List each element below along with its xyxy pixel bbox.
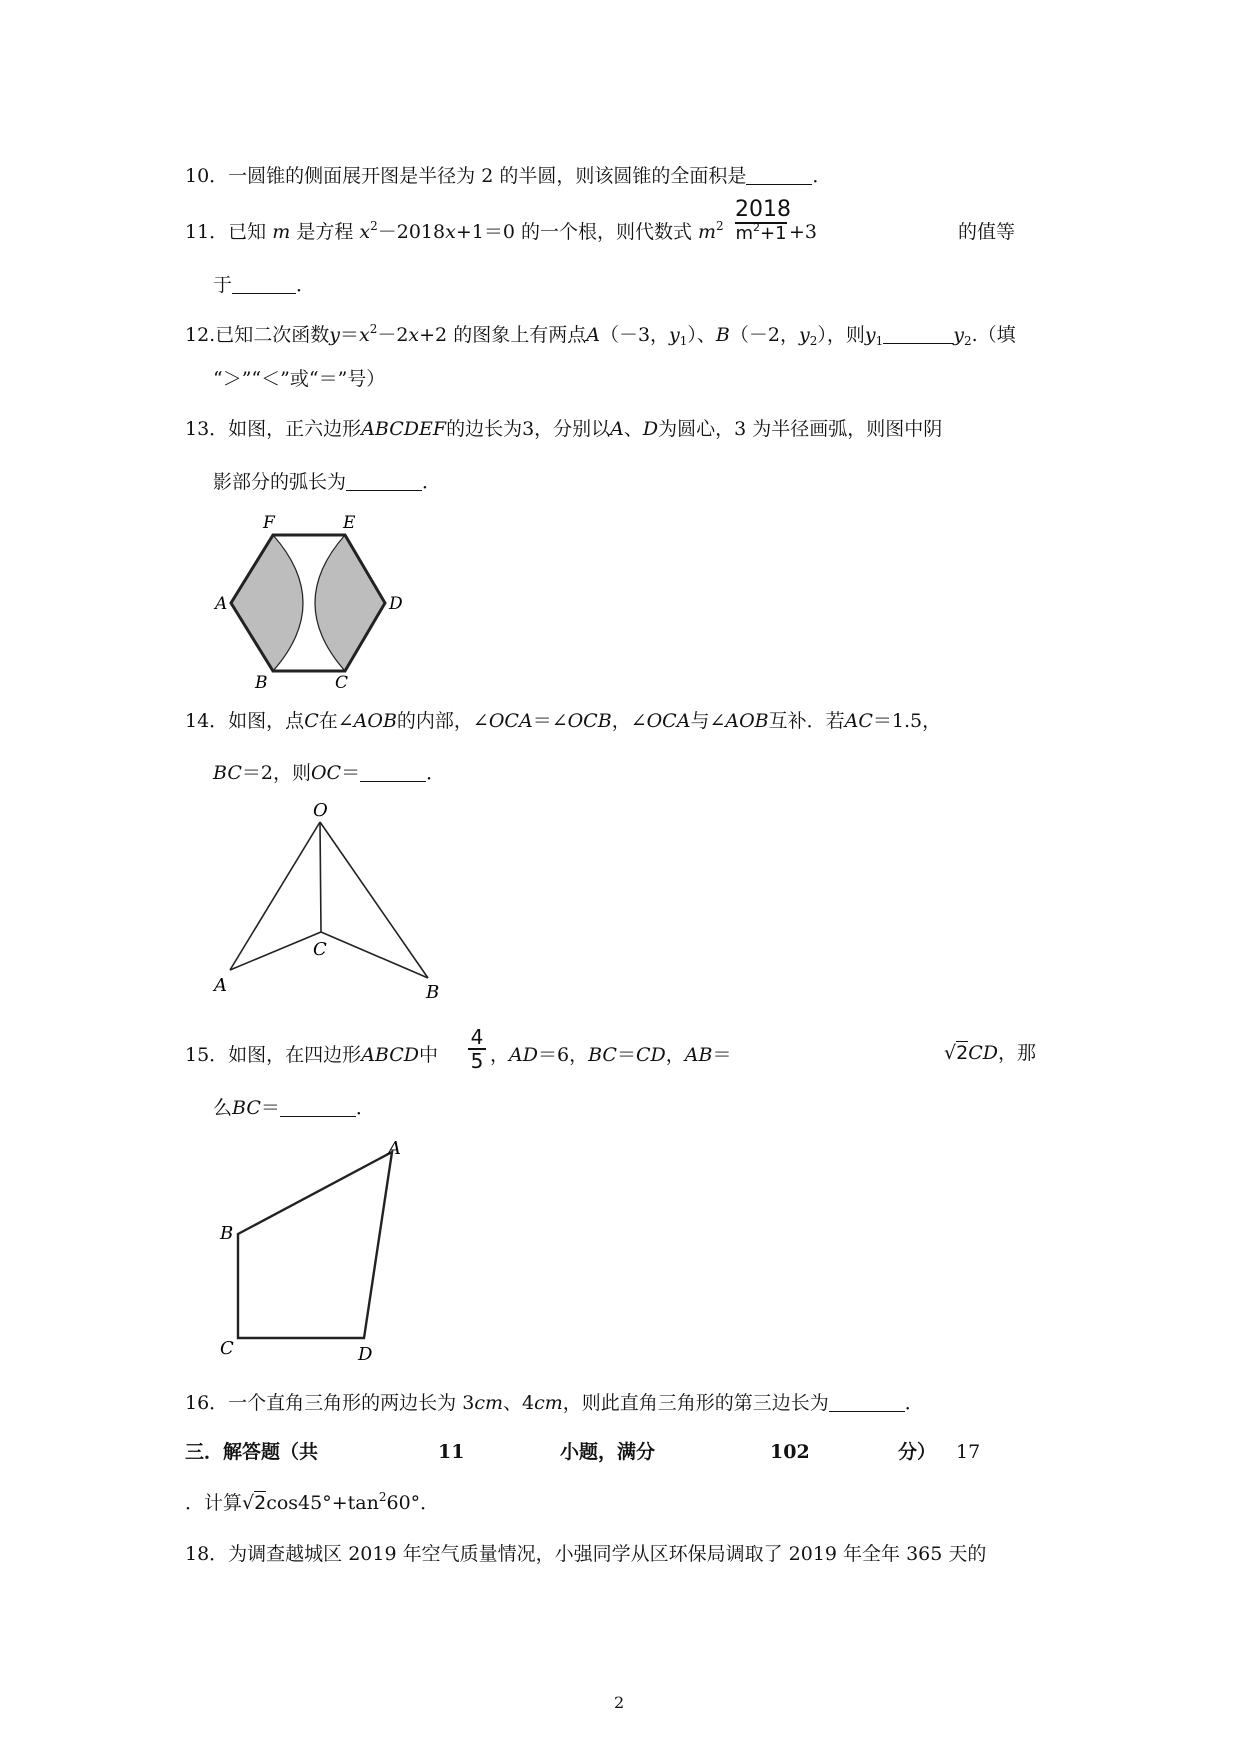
quad-label-B: B bbox=[220, 1223, 234, 1244]
question-14: 14．如图，点C在∠AOB的内部，∠OCA＝∠OCB，∠OCA与∠AOB互补．若AC＝1.5， bbox=[185, 710, 942, 732]
question-13: 13．如图，正六边形ABCDEF的边长为3，分别以A、D为圆心，3 为半径画弧，则图中阴 bbox=[185, 418, 943, 440]
q15-continued: ，AD＝6，BC＝CD，AB＝ bbox=[490, 1044, 732, 1066]
q11-fraction: 2018 $m^2+1$ bbox=[735, 197, 791, 245]
quad-label-A: A bbox=[388, 1138, 401, 1159]
q12-blank bbox=[883, 325, 953, 344]
sqrt-symbol: √2 bbox=[944, 1042, 969, 1064]
question-11: 11．已知 m 是方程 $x^2-2018x+1=0$ 的一个根，则代数式 $m^2$ bbox=[185, 219, 724, 243]
triangle-figure bbox=[210, 800, 450, 1010]
tri-label-A: A bbox=[214, 975, 227, 996]
question-15: 15．如图，在四边形ABCD中 bbox=[185, 1044, 439, 1066]
q11-plus3: +3 bbox=[789, 221, 818, 243]
sqrt-symbol-17: √2 bbox=[242, 1492, 267, 1514]
hex-label-C: C bbox=[335, 673, 349, 690]
hex-label-E: E bbox=[343, 513, 356, 533]
question-12: 12.已知二次函数$y=x^2-2x+2$ 的图象上有两点A（－3，$y_1$）、B（－2，$y_2$），则$y_1$ $y_2$.（填 bbox=[185, 322, 1016, 348]
hexagon-shaded-right bbox=[315, 535, 385, 671]
q14-line2: BC＝2，则OC＝ ． bbox=[213, 762, 446, 784]
q11-tail: 的值等 bbox=[958, 221, 1016, 243]
q16-blank bbox=[829, 1393, 905, 1412]
quadrilateral-figure bbox=[210, 1130, 410, 1370]
q15-blank bbox=[280, 1098, 356, 1117]
q11-blank bbox=[232, 275, 296, 294]
q15-sqrt: √2CD，那 bbox=[944, 1042, 1036, 1064]
hex-label-F: F bbox=[263, 513, 275, 533]
page-number: 2 bbox=[614, 1693, 625, 1712]
q15-line2: 么BC＝ ． bbox=[213, 1097, 375, 1119]
hex-label-A: A bbox=[215, 594, 228, 614]
question-16: 16．一个直角三角形的两边长为 3cm、4cm，则此直角三角形的第三边长为 ． bbox=[185, 1392, 924, 1414]
hexagon-figure bbox=[213, 510, 403, 690]
quad-label-D: D bbox=[358, 1344, 373, 1365]
q10-text: 10．一圆锥的侧面展开图是半径为 2 的半圆，则该圆锥的全面积是 bbox=[185, 165, 747, 187]
question-17: ．计算$√2\cos 45^\circ+\tan^260^\circ$． bbox=[185, 1490, 440, 1514]
hexagon-shaded-left bbox=[231, 535, 303, 671]
q13-line2: 影部分的弧长为 ． bbox=[213, 471, 442, 493]
q13-blank bbox=[346, 472, 422, 491]
q15-fraction: 4 5 bbox=[468, 1026, 486, 1073]
tri-label-O: O bbox=[313, 800, 328, 821]
tri-label-B: B bbox=[426, 982, 440, 1003]
tri-label-C: C bbox=[313, 939, 327, 960]
hex-label-B: B bbox=[255, 673, 268, 690]
question-10: 10．一圆锥的侧面展开图是半径为 2 的半圆，则该圆锥的全面积是 ． bbox=[185, 165, 832, 187]
hex-label-D: D bbox=[389, 594, 403, 614]
section-3-heading: 三．解答题（共 bbox=[185, 1441, 319, 1463]
question-18: 18．为调查越城区 2019 年空气质量情况，小强同学从区环保局调取了 2019 年全年 365 天的 bbox=[185, 1543, 987, 1565]
q11-line2: 于 ． bbox=[213, 274, 316, 296]
quad-label-C: C bbox=[220, 1338, 234, 1359]
q14-blank bbox=[360, 763, 426, 782]
q10-blank bbox=[746, 166, 812, 185]
q12-line2: “＞”“＜”或“＝”号） bbox=[213, 368, 386, 390]
